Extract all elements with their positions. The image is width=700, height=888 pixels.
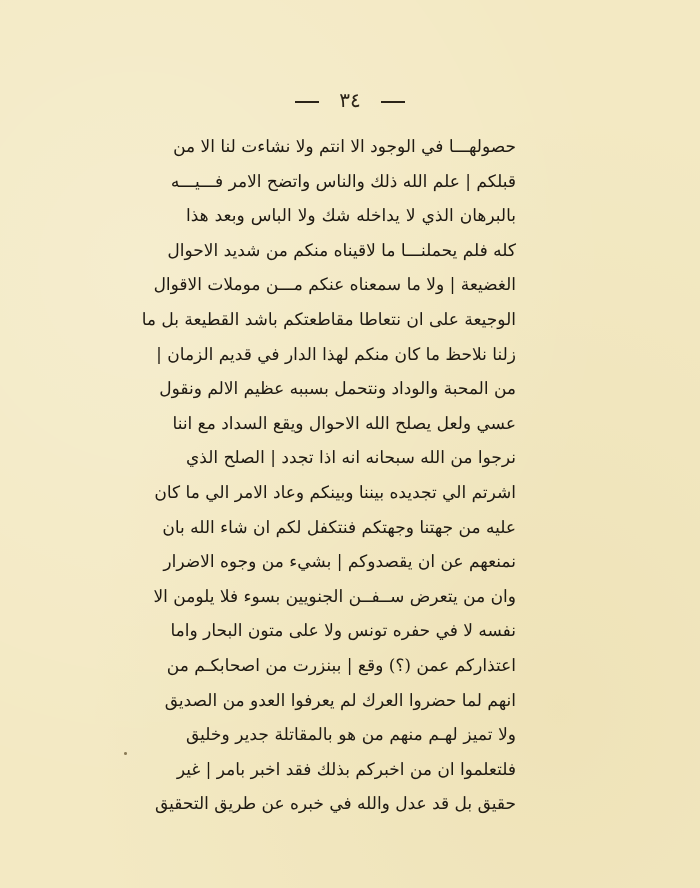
text-line: ولا تميز لهـم منهم من هو بالمقاتلة جدير وخليق bbox=[186, 725, 516, 746]
text-line: حصولهـــا في الوجود الا انتم ولا نشاءت لنا الا من bbox=[173, 137, 516, 157]
header-dash-left bbox=[295, 101, 319, 103]
manuscript-text-block bbox=[141, 130, 516, 822]
paper-speck bbox=[124, 752, 127, 755]
text-line: نفسه لا في حفره تونس ولا على متون البحار واما bbox=[170, 621, 516, 642]
text-line: الغضيعة | ولا ما سمعناه عنكم مـــن موملات الاقوال bbox=[153, 275, 516, 296]
text-line: فلتعلموا ان من اخبركم بذلك فقد اخبر بامر | غير bbox=[176, 759, 516, 780]
text-line: بالبرهان الذي لا يداخله شك ولا الباس وبعد هذا bbox=[186, 206, 516, 227]
text-line: نرجوا من الله سبحانه انه اذا تجدد | الصلح الذي bbox=[186, 448, 516, 469]
text-line: اعتذاركم عمن (؟) وقع | ببنزرت من اصحابكـم من bbox=[166, 655, 516, 676]
text-line: قبلكم | علم الله ذلك والناس واتضح الامر فـــيـــه bbox=[170, 171, 516, 192]
page-number: ٣٤ bbox=[339, 88, 361, 112]
text-line: كله فلم يحملنـــا ما لاقيناه منكم من شديد الاحوال bbox=[167, 240, 516, 261]
text-line: اشرتم الي تجديده بيننا وبينكم وعاد الامر الي ما كان bbox=[154, 482, 516, 503]
page-header bbox=[0, 88, 700, 112]
text-line: انهم لما حضروا العرك لم يعرفوا العدو من الصديق bbox=[164, 690, 516, 711]
text-line: نمنعهم عن ان يقصدوكم | بشيء من وجوه الاضرار bbox=[163, 552, 516, 573]
text-line: عليه من جهتنا وجهتكم فنتكفل لكم ان شاء الله بان bbox=[162, 517, 516, 538]
header-dash-right bbox=[381, 101, 405, 103]
text-line: زلنا نلاحظ ما كان منكم لهذا الدار في قديم الزمان | bbox=[156, 344, 516, 365]
text-line: عسي ولعل يصلح الله الاحوال ويقع السداد مع اننا bbox=[172, 413, 516, 434]
text-line: الوجيعة على ان نتعاطا مقاطعتكم باشد القطيعة بل ما bbox=[141, 309, 516, 330]
text-line: من المحبة والوداد ونتحمل بسببه عظيم الالم ونقول bbox=[159, 379, 516, 400]
text-line: وان من يتعرض ســفــن الجنويين بسوء فلا يلومن الا bbox=[153, 586, 516, 607]
text-line: حقيق بل قد عدل والله في خبره عن طريق التحقيق bbox=[154, 794, 516, 815]
